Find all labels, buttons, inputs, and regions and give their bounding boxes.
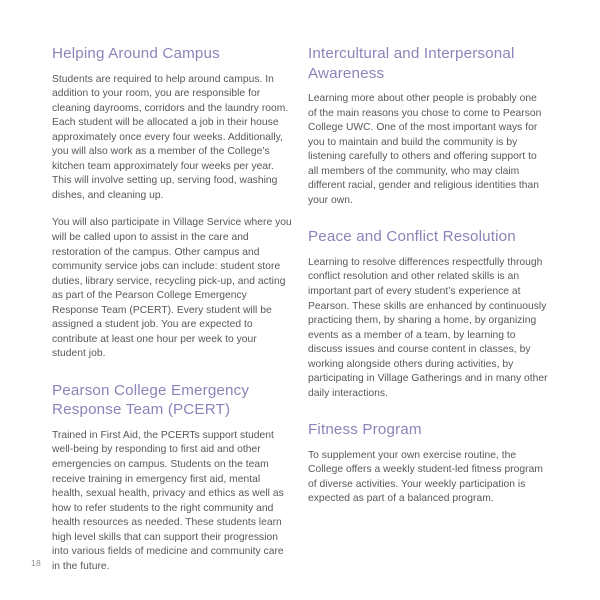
right-column <box>308 44 548 574</box>
section-heading-fitness-program: Fitness Program <box>308 421 422 439</box>
section-heading-pcert: Pearson College Emergency Response Team (PCERT) <box>52 381 250 419</box>
section-heading-intercultural-awareness: Intercultural and Interpersonal Awareness <box>308 45 515 82</box>
paragraph-peace-and-conflict-resolution-1: Learning to resolve differences respectfully through conflict resolution and other related skills is an important part of every student’s experience at Pearson. These skills are enhanced by continuously practicing them, by sharing a home, by organizing events as a member of a team, by learning to discuss issues and course content in classes, by working alongside others during activities, by participating in Village Gatherings and in many other daily interactions. <box>308 256 548 399</box>
paragraph-helping-around-campus-2: You will also participate in Village Service where you will be called upon to assist in the care and restoration of the campus. Other campus and community service jobs can include: student store duties, library service, recycling pick-up, and acting as part of the Pearson College Emergency Response Team (PCERT). Every student will be assigned a student job. You are expected to contribute at least one hour per week to your student job. <box>52 217 292 360</box>
left-column <box>52 44 292 574</box>
page-number: 18 <box>31 558 41 568</box>
paragraph-fitness-program-1: To supplement your own exercise routine, the College offers a weekly student-led fitness program of diverse activities. Your weekly participation is expected as part of a balanced program. <box>308 449 543 505</box>
two-column-layout <box>52 44 548 574</box>
paragraph-helping-around-campus-1: Students are required to help around campus. In addition to your room, you are responsible for cleaning dayrooms, corridors and the laundry room. Each student will be allocated a job in their house approximately once every four weeks. Additionally, you will also work as a member of the College’s kitchen team approximately four weeks per year. This will involve setting up, serving food, washing dishes, and cleaning up. <box>52 73 289 201</box>
section-heading-peace-and-conflict-resolution: Peace and Conflict Resolution <box>308 228 516 246</box>
section-heading-helping-around-campus: Helping Around Campus <box>52 45 220 62</box>
paragraph-pcert-1: Trained in First Aid, the PCERTs support student well-being by responding to first aid and other emergencies on campus. Students on the team receive training in emergency first aid, mental health, sexual health, privacy and ethics as well as how to refer students to the right community and health resources as needed. These students learn high level skills that can support their progression into various fields of medicine and community care in the future. <box>52 429 284 572</box>
paragraph-intercultural-awareness-1: Learning more about other people is probably one of the main reasons you chose to come to Pearson College UWC. One of the most important ways for you to maintain and build the community is by listening carefully to others and offering support to all members of the community, who may claim different racial, gender and religious identities than your own. <box>308 93 542 206</box>
